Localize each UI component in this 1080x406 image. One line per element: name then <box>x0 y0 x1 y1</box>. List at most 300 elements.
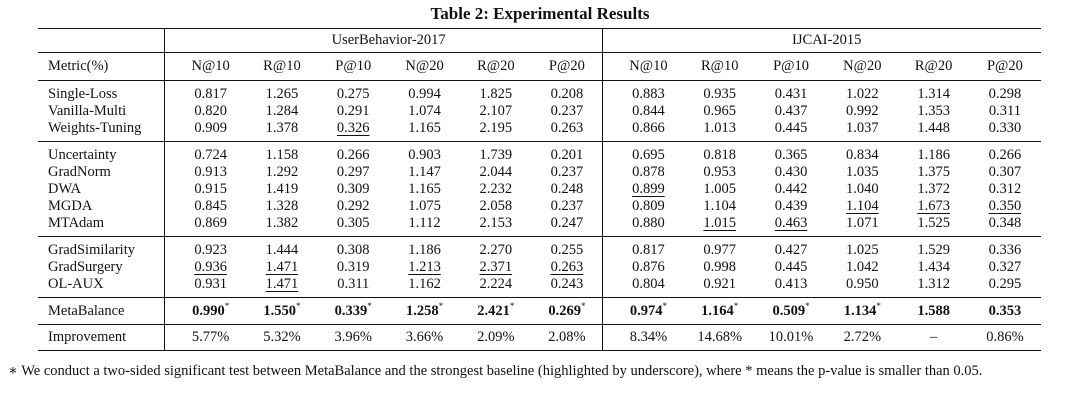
table-row <box>38 259 1041 276</box>
method-name <box>38 276 164 298</box>
table-row <box>38 103 1041 120</box>
value-text: 1.372 <box>917 181 950 197</box>
value-text: 1.471 <box>265 276 299 292</box>
value-cell <box>318 259 389 276</box>
method-name-text: MGDA <box>48 198 93 214</box>
value-text: 0.463 <box>774 215 808 231</box>
value-cell <box>969 276 1040 298</box>
value-text: 0.439 <box>774 198 808 214</box>
value-text: 0.935 <box>703 86 737 102</box>
improvement-row <box>38 325 1041 351</box>
table-row <box>38 198 1041 215</box>
value-text: 0.311 <box>988 103 1021 119</box>
footnote-marker: ∗ <box>8 363 18 379</box>
value-cell <box>755 164 826 181</box>
method-name <box>38 181 164 198</box>
method-name <box>38 298 164 325</box>
value-cell <box>460 237 531 260</box>
metric-header <box>246 53 317 81</box>
value-text: 0.880 <box>632 215 665 231</box>
header-text: P@10 <box>773 58 809 74</box>
value-text: 0.430 <box>774 164 808 180</box>
value-cell <box>755 181 826 198</box>
value-cell <box>898 164 969 181</box>
method-name <box>38 164 164 181</box>
value-text: 1.042 <box>846 259 879 275</box>
metric-header <box>827 53 898 81</box>
value-cell <box>969 237 1040 260</box>
value-cell <box>175 164 246 181</box>
value-text: 0.903 <box>408 147 441 163</box>
value-cell <box>460 325 531 351</box>
value-cell <box>755 120 826 142</box>
value-text: 0.237 <box>550 103 584 119</box>
value-text: 1.005 <box>703 181 737 197</box>
value-cell <box>318 142 389 165</box>
metric-header-row <box>38 53 1041 81</box>
significance-star: * <box>438 300 444 311</box>
metric-header <box>898 53 969 81</box>
value-text: 1.378 <box>265 120 299 136</box>
value-text: 0.291 <box>336 103 370 119</box>
method-name-text: OL-AUX <box>48 276 104 292</box>
value-text: 1.375 <box>917 164 950 180</box>
value-text: 3.66% <box>405 329 444 345</box>
value-cell <box>531 120 602 142</box>
value-cell <box>969 298 1040 325</box>
value-cell <box>898 325 969 351</box>
header-text: R@20 <box>914 58 953 74</box>
value-cell <box>318 103 389 120</box>
value-cell <box>898 181 969 198</box>
value-cell <box>827 298 898 325</box>
value-cell <box>613 259 684 276</box>
value-cell <box>531 276 602 298</box>
value-text: 0.248 <box>550 181 584 197</box>
value-cell <box>755 215 826 237</box>
header-text: R@10 <box>263 58 301 74</box>
value-cell <box>460 215 531 237</box>
value-cell <box>389 215 460 237</box>
value-text: 2.107 <box>479 103 513 119</box>
value-text: 0.442 <box>774 181 808 197</box>
metric-header <box>613 53 684 81</box>
value-text: 1.112 <box>408 215 441 231</box>
value-cell <box>755 325 826 351</box>
value-cell <box>613 325 684 351</box>
value-cell <box>755 259 826 276</box>
value-text: 0.305 <box>336 215 370 231</box>
value-text: 1.825 <box>479 86 513 102</box>
value-text: 1.265 <box>265 86 299 102</box>
value-cell <box>318 325 389 351</box>
value-cell <box>684 276 755 298</box>
value-text: 2.195 <box>479 120 513 136</box>
value-cell <box>684 237 755 260</box>
value-text: 0.953 <box>703 164 737 180</box>
value-text: 1.013 <box>703 120 737 136</box>
value-text: 0.312 <box>988 181 1022 197</box>
method-name-text: GradSurgery <box>48 259 123 275</box>
value-text: 1.035 <box>846 164 879 180</box>
value-text: 0.878 <box>632 164 665 180</box>
value-text: 1.040 <box>846 181 879 197</box>
value-cell <box>460 142 531 165</box>
value-cell <box>755 81 826 104</box>
value-text: 0.915 <box>194 181 227 197</box>
table-row <box>38 215 1041 237</box>
method-name-text: Uncertainty <box>48 147 117 163</box>
method-name-text: Improvement <box>48 329 127 345</box>
value-text: 0.353 <box>988 302 1022 319</box>
value-text: 0.311 <box>337 276 370 292</box>
value-cell <box>755 103 826 120</box>
value-cell <box>827 325 898 351</box>
value-cell <box>898 259 969 276</box>
header-text: N@10 <box>629 58 668 74</box>
value-cell <box>684 198 755 215</box>
metric-header <box>684 53 755 81</box>
value-text: 0.445 <box>774 259 808 275</box>
value-cell <box>318 120 389 142</box>
method-name-text: GradNorm <box>48 164 111 180</box>
value-text: 0.977 <box>703 242 737 258</box>
value-text: 0.992 <box>846 103 879 119</box>
value-text: 1.162 <box>408 276 441 292</box>
value-text: 0.297 <box>336 164 370 180</box>
header-text: R@20 <box>477 58 515 74</box>
value-cell <box>684 259 755 276</box>
value-cell <box>969 325 1040 351</box>
value-cell <box>827 259 898 276</box>
value-text: 2.058 <box>479 198 513 214</box>
value-text: 1.158 <box>265 147 299 163</box>
value-text: 1.739 <box>479 147 513 163</box>
value-text: 14.68% <box>697 329 743 345</box>
value-text: 0.431 <box>774 86 808 102</box>
value-text: 0.820 <box>194 103 227 119</box>
value-text: 1.186 <box>917 147 950 163</box>
method-name-text: Vanilla-Multi <box>48 103 127 119</box>
value-cell <box>389 298 460 325</box>
value-cell <box>531 325 602 351</box>
value-text: 1.292 <box>265 164 299 180</box>
value-text: 1.353 <box>917 103 950 119</box>
table-body <box>38 29 1041 351</box>
table-row <box>38 120 1041 142</box>
value-cell <box>613 120 684 142</box>
value-cell <box>175 215 246 237</box>
table-row <box>38 181 1041 198</box>
dataset-ijcai: IJCAI-2015 <box>613 29 1041 53</box>
value-cell <box>246 215 317 237</box>
value-text: 2.224 <box>479 276 513 292</box>
method-name <box>38 142 164 165</box>
value-text: 0.844 <box>632 103 665 119</box>
value-cell <box>684 142 755 165</box>
value-cell <box>318 198 389 215</box>
value-text: 0.295 <box>988 276 1022 292</box>
value-cell <box>827 198 898 215</box>
value-cell <box>246 237 317 260</box>
value-text: 2.421 <box>477 302 510 319</box>
method-name <box>38 198 164 215</box>
value-text: 0.427 <box>774 242 808 258</box>
value-cell <box>969 215 1040 237</box>
value-cell <box>389 81 460 104</box>
significance-star: * <box>876 300 881 311</box>
value-cell <box>969 181 1040 198</box>
value-text: 1.015 <box>703 215 737 231</box>
value-cell <box>613 103 684 120</box>
header-text: N@10 <box>191 58 230 74</box>
value-text: 0.437 <box>774 103 808 119</box>
value-cell <box>613 198 684 215</box>
value-text: 0.974 <box>629 302 663 319</box>
value-text: 0.327 <box>988 259 1022 275</box>
value-cell <box>969 259 1040 276</box>
value-text: 0.365 <box>774 147 808 163</box>
value-text: 2.08% <box>548 329 586 345</box>
value-text: – <box>930 329 938 345</box>
table-row <box>38 237 1041 260</box>
significance-star: * <box>662 300 667 311</box>
value-text: 1.419 <box>265 181 299 197</box>
method-name-text: Single-Loss <box>48 86 118 102</box>
value-cell <box>613 181 684 198</box>
value-cell <box>175 120 246 142</box>
value-text: 0.237 <box>550 164 584 180</box>
value-cell <box>389 259 460 276</box>
value-cell <box>389 325 460 351</box>
value-text: 0.308 <box>336 242 370 258</box>
value-cell <box>969 198 1040 215</box>
results-table <box>38 28 1041 351</box>
value-text: 0.883 <box>632 86 665 102</box>
value-cell <box>318 164 389 181</box>
value-text: 0.208 <box>550 86 584 102</box>
dataset-header-row <box>38 29 1041 53</box>
value-text: 0.309 <box>336 181 370 197</box>
value-cell <box>175 198 246 215</box>
value-cell <box>175 276 246 298</box>
metric-header <box>969 53 1040 81</box>
header-text: R@10 <box>700 58 739 74</box>
value-text: 0.936 <box>194 259 227 275</box>
value-cell <box>318 81 389 104</box>
value-text: 1.134 <box>843 302 877 319</box>
method-name-text: MetaBalance <box>48 302 125 319</box>
value-text: 0.845 <box>194 198 227 214</box>
table-row <box>38 276 1041 298</box>
value-cell <box>898 237 969 260</box>
value-text: 1.529 <box>917 242 950 258</box>
value-cell <box>246 103 317 120</box>
value-text: 1.074 <box>408 103 441 119</box>
value-cell <box>246 198 317 215</box>
table-row <box>38 164 1041 181</box>
value-text: 2.232 <box>479 181 513 197</box>
value-text: 0.330 <box>988 120 1022 136</box>
value-cell <box>460 181 531 198</box>
value-text: 2.153 <box>479 215 513 231</box>
metric-label <box>38 53 164 81</box>
significance-star: * <box>224 300 230 311</box>
value-cell <box>613 164 684 181</box>
value-text: 0.336 <box>988 242 1022 258</box>
value-text: 1.165 <box>408 120 441 136</box>
value-text: 0.339 <box>334 302 368 319</box>
value-text: 0.266 <box>336 147 370 163</box>
value-text: 1.444 <box>265 242 299 258</box>
value-text: 0.266 <box>988 147 1022 163</box>
table-row <box>38 81 1041 104</box>
value-text: 1.434 <box>917 259 950 275</box>
value-cell <box>613 142 684 165</box>
method-name <box>38 259 164 276</box>
table-row <box>38 142 1041 165</box>
value-text: 2.72% <box>843 329 882 345</box>
value-cell <box>318 215 389 237</box>
value-cell <box>898 198 969 215</box>
value-text: 0.866 <box>632 120 665 136</box>
value-text: 1.382 <box>265 215 299 231</box>
significance-star: * <box>580 300 586 311</box>
value-text: 0.909 <box>194 120 227 136</box>
value-text: 0.869 <box>194 215 227 231</box>
value-cell <box>969 120 1040 142</box>
method-name <box>38 120 164 142</box>
value-cell <box>898 120 969 142</box>
value-text: 1.471 <box>265 259 299 275</box>
value-cell <box>460 198 531 215</box>
value-text: 1.328 <box>265 198 299 214</box>
value-cell <box>684 164 755 181</box>
value-cell <box>246 259 317 276</box>
value-cell <box>755 237 826 260</box>
value-text: 1.147 <box>408 164 441 180</box>
value-text: 0.413 <box>774 276 808 292</box>
value-text: 0.350 <box>988 198 1022 214</box>
method-name <box>38 325 164 351</box>
value-text: 1.448 <box>917 120 950 136</box>
value-cell <box>246 164 317 181</box>
value-text: 1.037 <box>846 120 879 136</box>
value-text: 0.292 <box>336 198 370 214</box>
value-cell <box>898 103 969 120</box>
value-cell <box>318 298 389 325</box>
value-text: 1.025 <box>846 242 879 258</box>
footnote-text: We conduct a two-sided significant test between MetaBalance and the strongest baseline (highlighted by underscore), where * means the p-value is smaller than 0.05. <box>21 363 983 379</box>
value-cell <box>898 81 969 104</box>
value-cell <box>827 103 898 120</box>
value-text: 0.445 <box>774 120 808 136</box>
value-text: 8.34% <box>629 329 668 345</box>
value-cell <box>175 103 246 120</box>
value-cell <box>246 81 317 104</box>
value-text: 0.298 <box>988 86 1022 102</box>
value-text: 1.314 <box>917 86 950 102</box>
metabalance-row <box>38 298 1041 325</box>
value-cell <box>389 103 460 120</box>
value-text: 0.201 <box>550 147 584 163</box>
value-text: 1.104 <box>846 198 879 214</box>
value-cell <box>389 276 460 298</box>
method-name <box>38 237 164 260</box>
value-text: 2.09% <box>477 329 515 345</box>
value-cell <box>684 215 755 237</box>
value-text: 0.876 <box>632 259 665 275</box>
value-cell <box>684 298 755 325</box>
value-cell <box>531 237 602 260</box>
value-text: 0.275 <box>336 86 370 102</box>
value-text: 0.86% <box>986 329 1024 345</box>
value-text: 0.263 <box>550 120 584 136</box>
value-text: 0.931 <box>194 276 227 292</box>
value-text: 3.96% <box>334 329 372 345</box>
value-cell <box>531 103 602 120</box>
value-text: 0.255 <box>550 242 584 258</box>
value-cell <box>898 215 969 237</box>
value-cell <box>827 142 898 165</box>
value-text: 0.921 <box>703 276 737 292</box>
significance-star: * <box>296 300 301 311</box>
header-text: N@20 <box>843 58 882 74</box>
metric-header <box>460 53 531 81</box>
value-text: 0.965 <box>703 103 737 119</box>
header-text: P@20 <box>986 58 1023 74</box>
value-cell <box>898 276 969 298</box>
value-cell <box>827 120 898 142</box>
metric-header <box>531 53 602 81</box>
value-cell <box>531 142 602 165</box>
value-cell <box>175 181 246 198</box>
value-text: 2.044 <box>479 164 513 180</box>
value-text: 1.213 <box>408 259 441 275</box>
table-title: Table 2: Experimental Results <box>430 4 650 23</box>
value-cell <box>389 237 460 260</box>
value-cell <box>531 298 602 325</box>
value-text: 1.104 <box>703 198 737 214</box>
value-cell <box>246 276 317 298</box>
value-text: 0.695 <box>632 147 665 163</box>
value-cell <box>175 259 246 276</box>
method-name <box>38 215 164 237</box>
header-text: P@20 <box>548 58 585 74</box>
value-cell <box>175 142 246 165</box>
value-cell <box>898 142 969 165</box>
value-text: 2.371 <box>479 259 513 275</box>
value-text: 1.284 <box>265 103 299 119</box>
value-text: 0.834 <box>846 147 879 163</box>
value-text: 1.258 <box>405 302 439 319</box>
value-text: 0.307 <box>988 164 1022 180</box>
value-cell <box>755 276 826 298</box>
value-text: 0.998 <box>703 259 737 275</box>
metric-header <box>755 53 826 81</box>
value-cell <box>460 81 531 104</box>
value-cell <box>460 298 531 325</box>
value-cell <box>246 142 317 165</box>
value-text: 2.270 <box>479 242 513 258</box>
value-cell <box>175 325 246 351</box>
value-cell <box>175 81 246 104</box>
method-name-text: DWA <box>48 181 82 197</box>
value-cell <box>531 164 602 181</box>
value-text: 0.923 <box>194 242 227 258</box>
value-text: 0.724 <box>194 147 227 163</box>
value-cell <box>684 181 755 198</box>
